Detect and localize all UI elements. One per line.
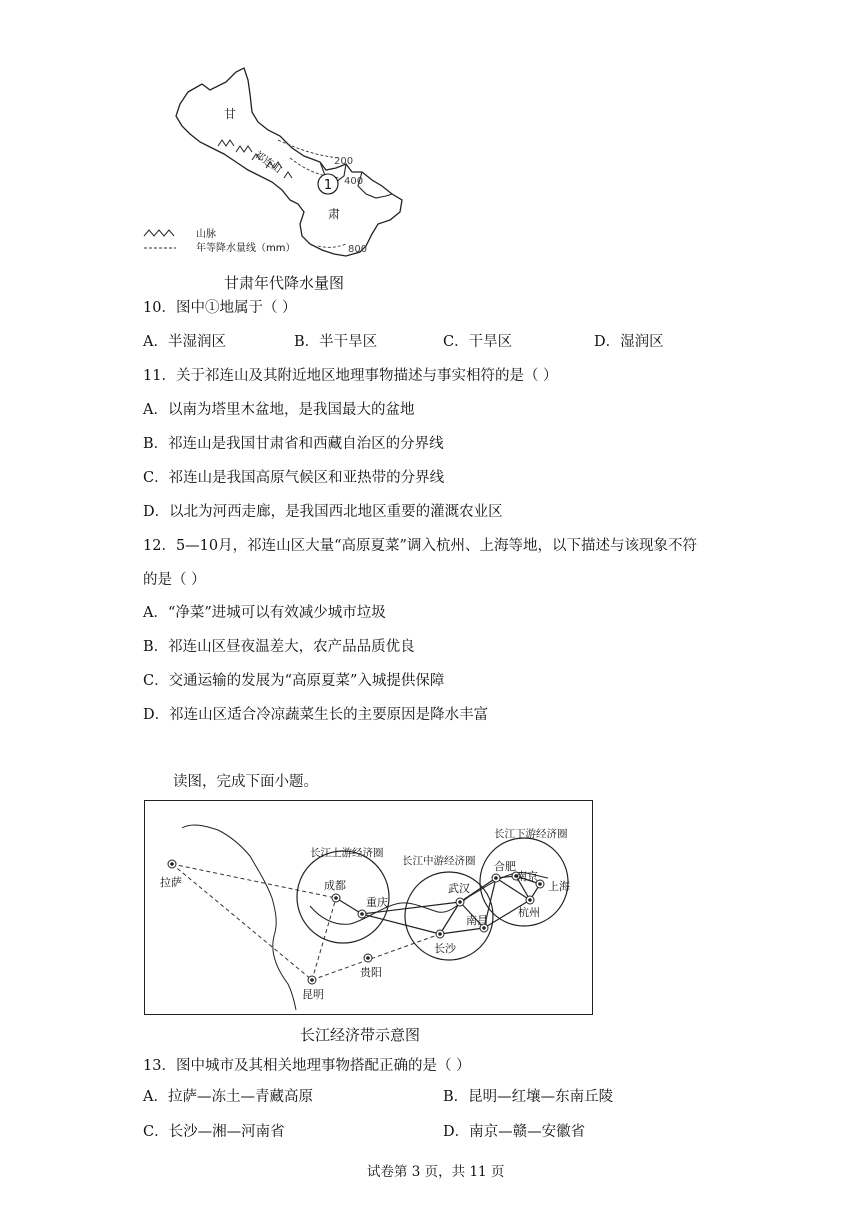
q12-option-d: D．祁连山区适合冷凉蔬菜生长的主要原因是降水丰富 (143, 707, 489, 723)
label-chongqing: 重庆 (366, 896, 388, 909)
label-hangzhou: 杭州 (518, 906, 540, 919)
isohyet-800-label: 800 (348, 244, 368, 255)
q10-option-d: D．湿润区 (594, 334, 664, 350)
map2-caption: 长江经济带示意图 (300, 1026, 421, 1044)
label-circle-upper: 长江上游经济圈 (310, 847, 384, 859)
isohyet-800-line (318, 244, 346, 247)
q11-option-a: A．以南为塔里木盆地，是我国最大的盆地 (143, 402, 415, 418)
label-site-1: 1 (323, 178, 333, 193)
q10-option-c: C．干旱区 (443, 334, 513, 350)
q10-stem: 10．图中①地属于（ ） (143, 300, 297, 316)
map1-legend (144, 227, 295, 254)
gansu-precipitation-map (140, 60, 420, 270)
yangtze-economic-belt-map (144, 800, 594, 1016)
label-gan: 甘 (224, 107, 237, 121)
q11-option-b: B．祁连山是我国甘肃省和西藏自治区的分界线 (143, 436, 444, 452)
label-hefei: 合肥 (494, 860, 516, 873)
label-changsha: 长沙 (434, 942, 456, 955)
gansu-outline (176, 68, 402, 256)
q12-option-c: C．交通运输的发展为“高原夏菜”入城提供保障 (143, 673, 445, 689)
isohyet-200-label: 200 (334, 156, 354, 167)
q11-stem: 11．关于祁连山及其附近地区地理事物描述与事实相符的是（ ） (143, 368, 558, 384)
map1-caption: 甘肃年代降水量图 (224, 274, 345, 292)
q13-option-d: D．南京—赣—安徽省 (443, 1124, 586, 1140)
q13-option-c: C．长沙—湘—河南省 (143, 1124, 285, 1140)
page-footer: 试卷第 3 页，共 11 页 (367, 1164, 505, 1180)
label-circle-lower: 长江下游经济圈 (494, 828, 568, 840)
intro-text: 读图，完成下面小题。 (173, 774, 318, 790)
q11-option-d: D．以北为河西走廊，是我国西北地区重要的灌溉农业区 (143, 504, 503, 520)
label-shanghai: 上海 (548, 880, 570, 893)
q12-stem-line1: 12．5—10月，祁连山区大量“高原夏菜”调入杭州、上海等地，以下描述与该现象不符 (143, 538, 697, 554)
province-east-boundary (358, 172, 392, 198)
label-qilian: 祁连山 (252, 149, 284, 176)
label-chengdu: 成都 (324, 879, 346, 892)
label-guiyang: 贵阳 (360, 966, 382, 979)
q11-option-c: C．祁连山是我国高原气候区和亚热带的分界线 (143, 470, 445, 486)
q10-option-a: A．半湿润区 (143, 334, 226, 350)
q10-option-b: B．半干旱区 (294, 334, 378, 350)
label-nanjing: 南京 (516, 870, 538, 883)
q13-option-b: B．昆明—红壤—东南丘陵 (443, 1089, 614, 1105)
q12-stem-line2: 的是（ ） (143, 572, 206, 588)
label-su: 肃 (328, 207, 341, 221)
label-kunming: 昆明 (302, 988, 324, 1001)
q13-option-a: A．拉萨—冻土—青藏高原 (143, 1089, 313, 1105)
label-nanchang: 南昌 (466, 914, 488, 927)
q12-option-a: A．“净菜”进城可以有效减少城市垃圾 (143, 605, 386, 621)
label-lhasa: 拉萨 (160, 876, 182, 889)
legend-mountain-icon (144, 230, 174, 236)
label-wuhan: 武汉 (448, 882, 470, 895)
legend-isohyet-text: 年等降水量线（mm） (196, 243, 296, 254)
q13-stem: 13．图中城市及其相关地理事物搭配正确的是（ ） (143, 1058, 471, 1074)
q12-option-b: B．祁连山区昼夜温差大，农产品品质优良 (143, 639, 415, 655)
isohyet-400-label: 400 (344, 176, 364, 187)
legend-mountain-text: 山脉 (196, 229, 216, 240)
label-circle-middle: 长江中游经济圈 (402, 855, 476, 867)
